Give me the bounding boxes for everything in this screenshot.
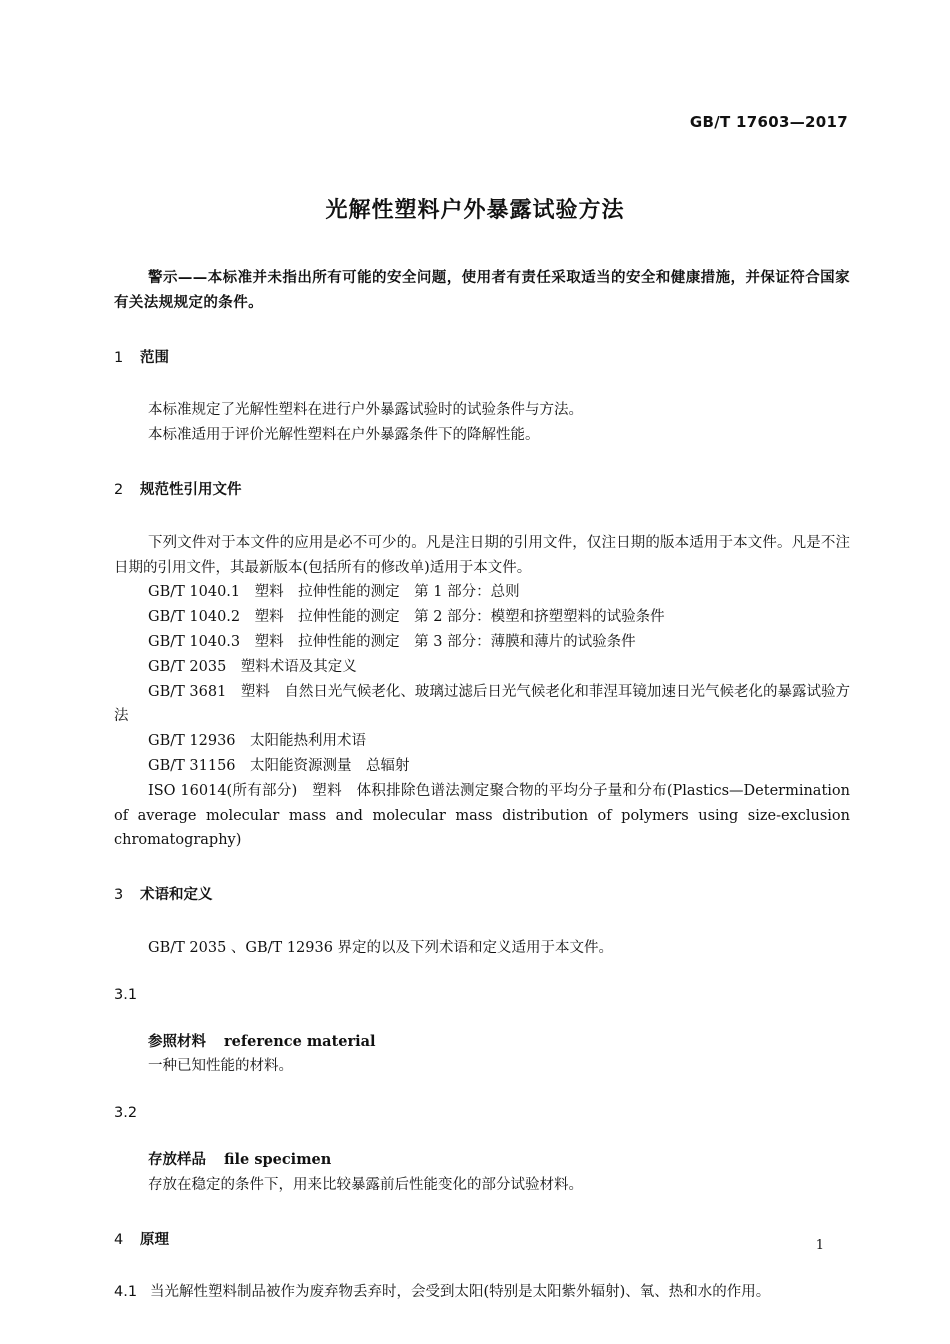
page-number: 1 [815,1238,824,1253]
section-title: 原理 [140,1231,169,1248]
section-title: 术语和定义 [140,887,213,904]
reference-item: GB/T 12936 太阳能热利用术语 [148,733,367,750]
scope-paragraph-1: 本标准规定了光解性塑料在进行户外暴露试验时的试验条件与方法。 [148,402,583,419]
clause-4-1 [114,1280,850,1305]
term-definition: 一种已知性能的材料。 [148,1058,293,1075]
term-number: 3.2 [114,1105,138,1122]
reference-item: GB/T 3681 塑料 自然日光气候老化、玻璃过滤后日光气候老化和菲涅耳镜加速日光气候老化的暴露试验方法 [114,683,850,725]
section-number: 4 [114,1231,124,1248]
section-number: 1 [114,349,124,366]
term-zh: 参照材料 [148,1033,206,1050]
reference-item: GB/T 1040.2 塑料 拉伸性能的测定 第 2 部分：模塑和挤塑塑料的试验条件 [148,609,665,626]
section-3-heading [114,883,850,908]
standard-code: GB/T 17603—2017 [689,113,848,131]
section-title: 范围 [140,349,169,366]
term-heading [114,1030,850,1055]
references-intro: 下列文件对于本文件的应用是必不可少的。凡是注日期的引用文件，仅注日期的版本适用于本文件。凡是不注日期的引用文件，其最新版本(包括所有的修改单)适用于本文件。 [114,534,850,576]
term-definition: 存放在稳定的条件下，用来比较暴露前后性能变化的部分试验材料。 [148,1176,583,1193]
section-title: 规范性引用文件 [140,481,242,498]
reference-item: GB/T 1040.1 塑料 拉伸性能的测定 第 1 部分：总则 [148,584,520,601]
section-number: 3 [114,887,124,904]
section-2-heading [114,478,850,503]
reference-item: GB/T 31156 太阳能资源测量 总辐射 [148,757,410,774]
scope-paragraph-2: 本标准适用于评价光解性塑料在户外暴露条件下的降解性能。 [148,427,540,444]
reference-item: ISO 16014(所有部分) 塑料 体积排除色谱法测定聚合物的平均分子量和分布(Plastics—Determination of average molecular mass and molecular mass distribution of polymers using size-exclusion chromatography) [114,782,850,849]
terms-intro: GB/T 2035 、GB/T 12936 界定的以及下列术语和定义适用于本文件。 [148,939,614,956]
section-number: 2 [114,481,124,498]
document-title: 光解性塑料户外暴露试验方法 [325,198,625,223]
clause-number: 4.1 [114,1284,138,1301]
term-number: 3.1 [114,986,138,1003]
warning-paragraph: 警示——本标准并未指出所有可能的安全问题，使用者有责任采取适当的安全和健康措施，并保证符合国家有关法规规定的条件。 [114,270,850,311]
term-heading [114,1148,850,1173]
section-1-heading [114,346,850,371]
term-en: file specimen [224,1150,332,1168]
term-zh: 存放样品 [148,1151,206,1168]
document-body [114,266,850,1305]
term-en: reference material [224,1032,376,1050]
clause-text: 当光解性塑料制品被作为废弃物丢弃时，会受到太阳(特别是太阳紫外辐射)、氧、热和水的作用。 [150,1284,771,1301]
reference-item: GB/T 1040.3 塑料 拉伸性能的测定 第 3 部分：薄膜和薄片的试验条件 [148,633,636,650]
reference-item: GB/T 2035 塑料术语及其定义 [148,658,357,675]
section-4-heading [114,1228,850,1253]
